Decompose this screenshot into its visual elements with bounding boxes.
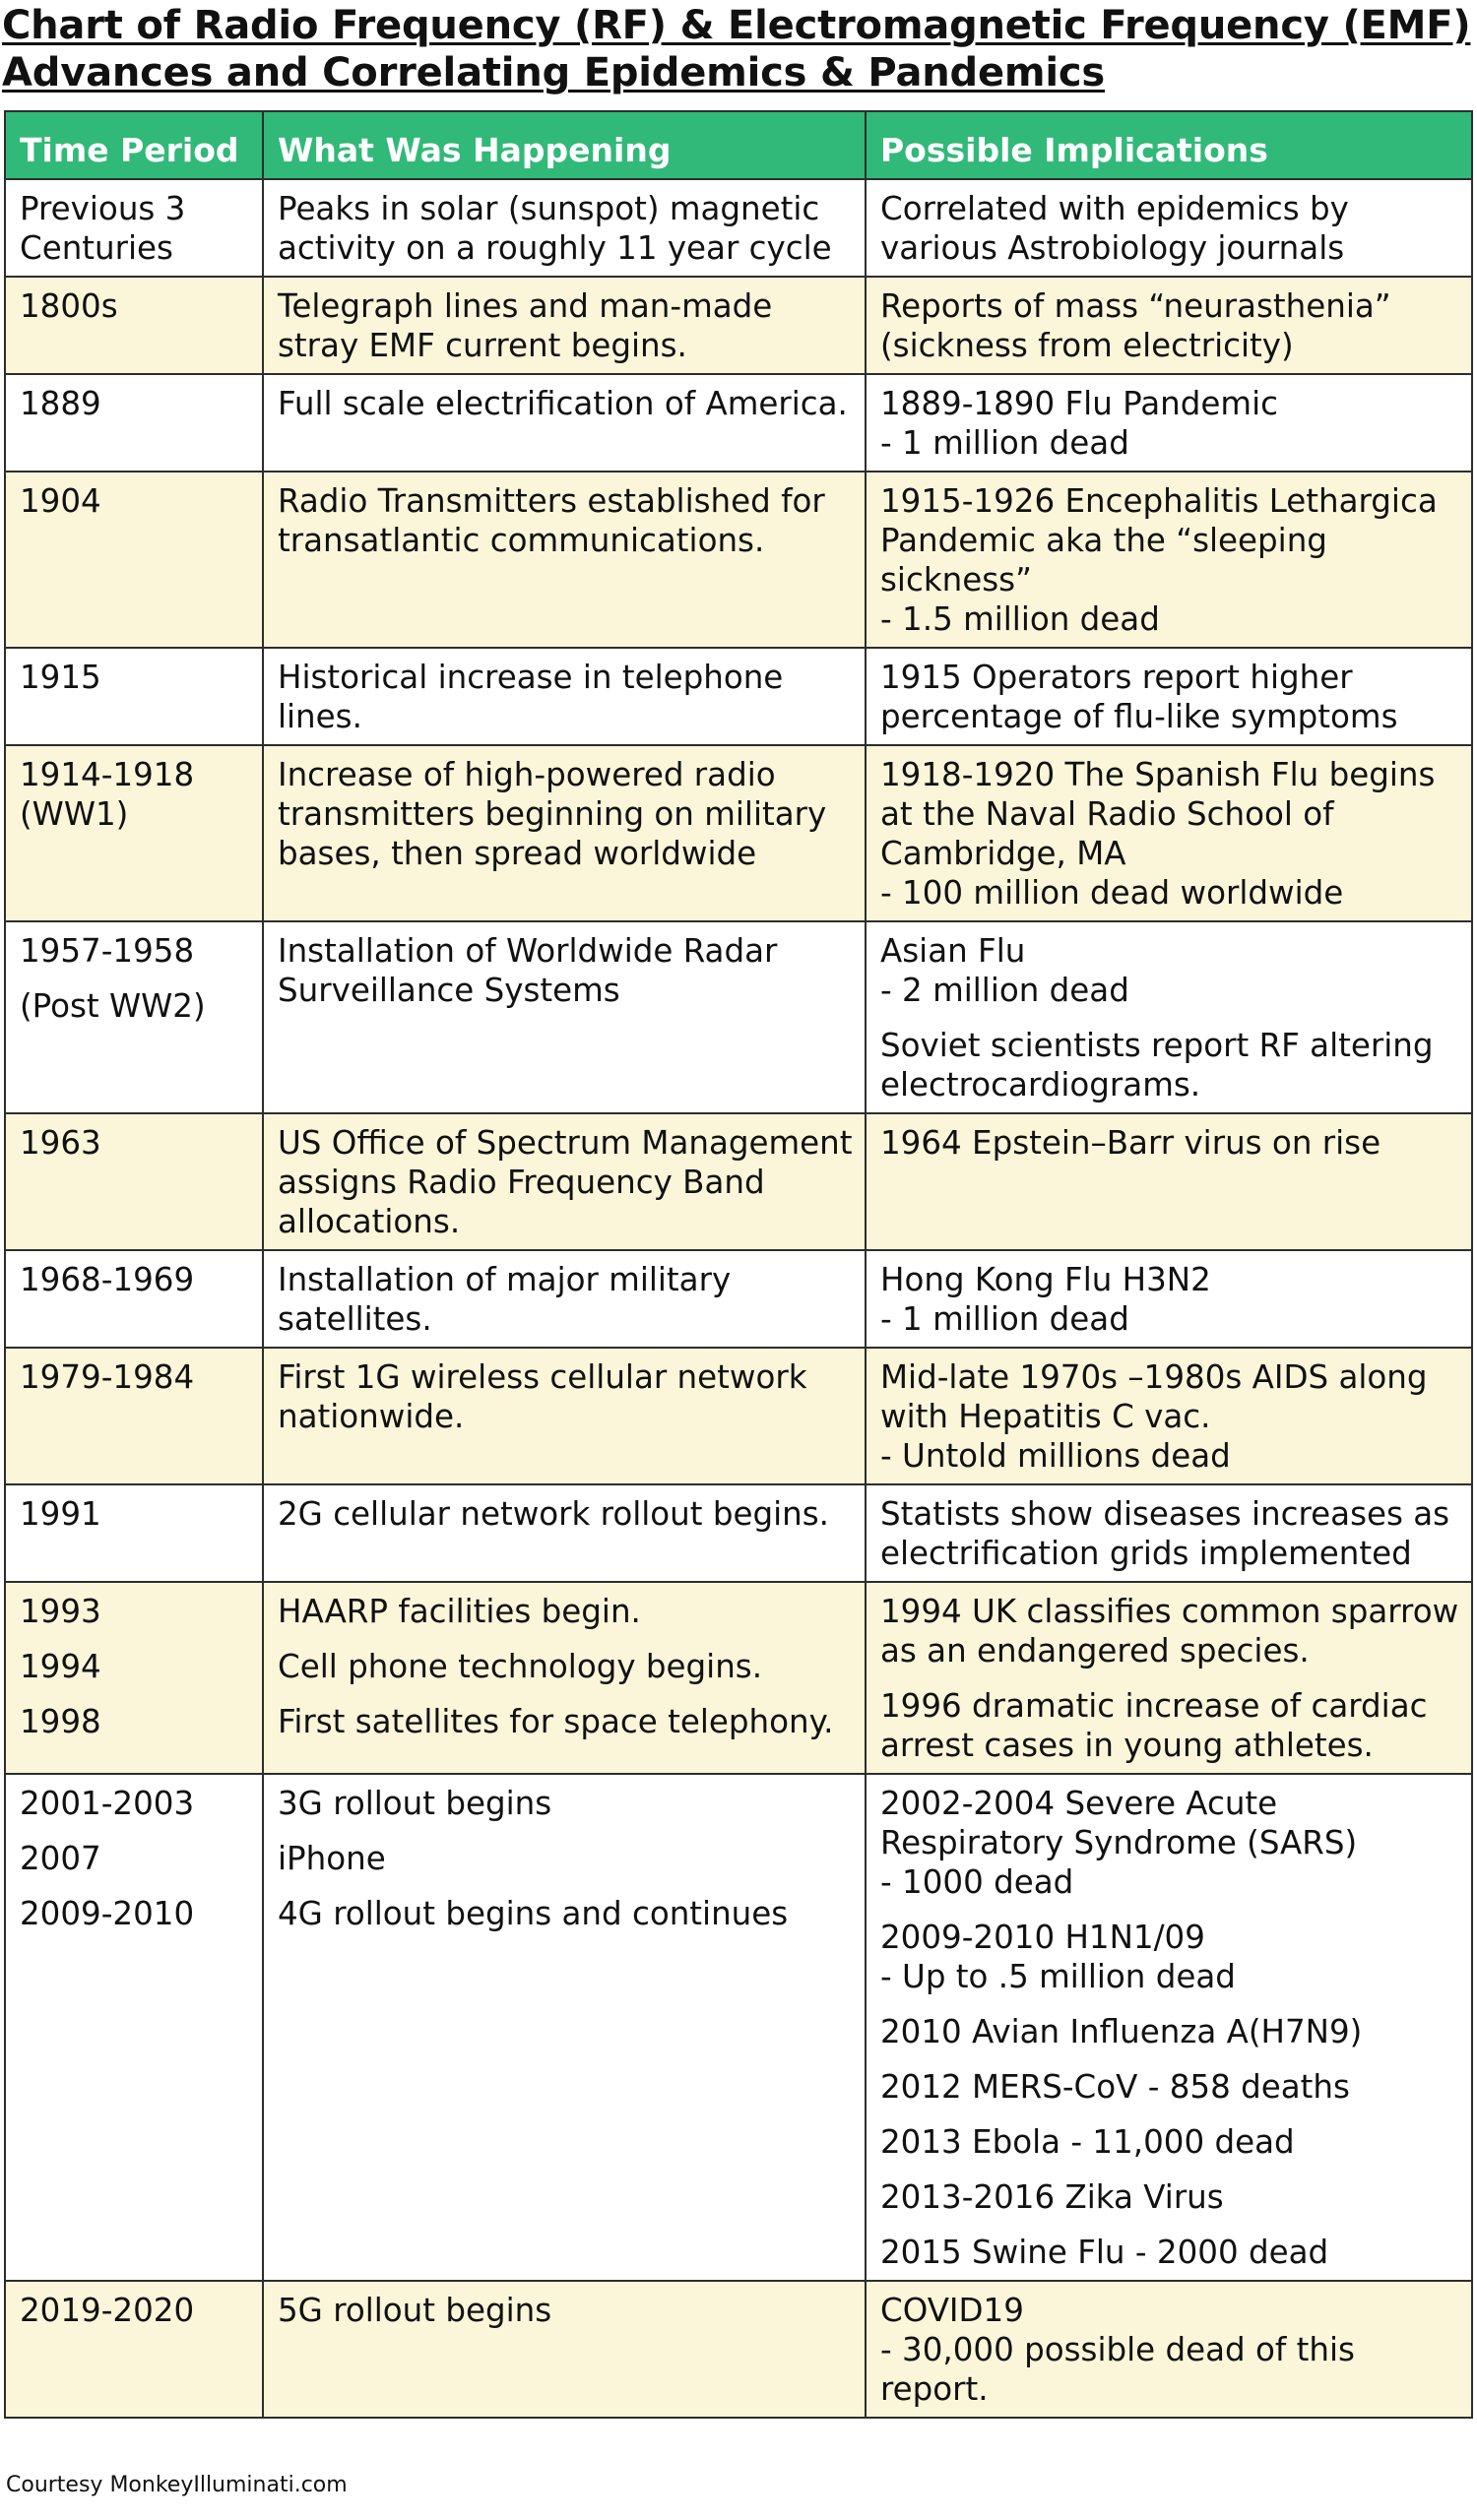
what-was-happening-cell <box>263 277 866 374</box>
cell-entry: Previous 3 Centuries <box>20 190 186 267</box>
cell-entry: US Office of Spectrum Management assigns Radio Frequency Band allocations. <box>278 1124 853 1240</box>
possible-implications-cell <box>866 277 1472 374</box>
table-header-row <box>5 111 1472 179</box>
table-row <box>5 374 1472 472</box>
cell-entry: 1889-1890 Flu Pandemic - 1 million dead <box>880 385 1278 462</box>
cell-entry: 1963 <box>20 1124 101 1162</box>
cell-entry: 1994 UK classifies common sparrow as an endangered species. <box>880 1593 1459 1670</box>
title-line-1: Chart of Radio Frequency (RF) & Electromagnetic Frequency (EMF) <box>2 3 1471 48</box>
what-was-happening-cell <box>263 648 866 745</box>
cell-entry: Correlated with epidemics by various Astrobiology journals <box>880 190 1349 267</box>
cell-entry: 2013 Ebola - 11,000 dead <box>880 2123 1295 2161</box>
cell-entry: First 1G wireless cellular network nationwide. <box>278 1358 807 1435</box>
header-time-period: Time Period <box>5 111 263 179</box>
table-row <box>5 277 1472 374</box>
what-was-happening-cell <box>263 472 866 648</box>
cell-entry: Mid-late 1970s –1980s AIDS along with Hepatitis C vac. - Untold millions dead <box>880 1358 1428 1475</box>
what-was-happening-cell <box>263 374 866 472</box>
cell-entry: 1996 dramatic increase of cardiac arrest cases in young athletes. <box>880 1687 1428 1764</box>
cell-entry: 1991 <box>20 1495 101 1533</box>
cell-entry: Installation of Worldwide Radar Surveillance Systems <box>278 932 778 1009</box>
cell-entry: Installation of major military satellites. <box>278 1261 732 1338</box>
what-was-happening-cell <box>263 1774 866 2281</box>
cell-entry: 1979-1984 <box>20 1358 195 1396</box>
time-period-cell <box>5 1484 263 1582</box>
table-row <box>5 1348 1472 1484</box>
possible-implications-cell <box>866 921 1472 1113</box>
time-period-cell <box>5 277 263 374</box>
cell-entry: 1904 <box>20 482 101 520</box>
table-row <box>5 1774 1472 2281</box>
cell-entry: 1915 Operators report higher percentage of flu-like symptoms <box>880 659 1398 735</box>
time-period-cell <box>5 745 263 921</box>
time-period-cell <box>5 1774 263 2281</box>
table-row <box>5 179 1472 277</box>
time-period-cell <box>5 179 263 277</box>
cell-entry: 2009-2010 <box>20 1895 195 1932</box>
possible-implications-cell <box>866 472 1472 648</box>
cell-entry: 1915 <box>20 659 101 696</box>
cell-entry: 1993 <box>20 1593 101 1630</box>
cell-entry: (Post WW2) <box>20 987 206 1025</box>
cell-entry: 1915-1926 Encephalitis Lethargica Pandemic aka the “sleeping sickness” - 1.5 million dead <box>880 482 1438 638</box>
cell-entry: 1968-1969 <box>20 1261 195 1298</box>
header-possible-implications: Possible Implications <box>866 111 1472 179</box>
possible-implications-cell <box>866 1774 1472 2281</box>
cell-entry: Telegraph lines and man-made stray EMF current begins. <box>278 287 773 364</box>
what-was-happening-cell <box>263 745 866 921</box>
cell-entry: 2001-2003 <box>20 1785 195 1822</box>
what-was-happening-cell <box>263 1582 866 1774</box>
cell-entry: 1998 <box>20 1703 101 1740</box>
timeline-table-container <box>4 110 1471 2419</box>
cell-entry: iPhone <box>278 1840 386 1877</box>
cell-entry: Hong Kong Flu H3N2 - 1 million dead <box>880 1261 1211 1338</box>
possible-implications-cell <box>866 179 1472 277</box>
cell-entry: 2G cellular network rollout begins. <box>278 1495 829 1533</box>
cell-entry: 3G rollout begins <box>278 1785 552 1822</box>
courtesy-footer: Courtesy MonkeyIlluminati.com <box>6 2473 348 2497</box>
cell-entry: 1957-1958 <box>20 932 195 970</box>
cell-entry: 2015 Swine Flu - 2000 dead <box>880 2234 1329 2271</box>
cell-entry: COVID19 - 30,000 possible dead of this report. <box>880 2292 1355 2408</box>
cell-entry: 4G rollout begins and continues <box>278 1895 789 1932</box>
table-row <box>5 2281 1472 2418</box>
header-what-was-happening: What Was Happening <box>263 111 866 179</box>
cell-entry: Cell phone technology begins. <box>278 1648 763 1685</box>
cell-entry: Reports of mass “neurasthenia” (sickness from electricity) <box>880 287 1391 364</box>
cell-entry: 1994 <box>20 1648 101 1685</box>
title-line-2: Advances and Correlating Epidemics & Pandemics <box>2 50 1105 95</box>
possible-implications-cell <box>866 374 1472 472</box>
cell-entry: Statists show diseases increases as electrification grids implemented <box>880 1495 1450 1572</box>
what-was-happening-cell <box>263 179 866 277</box>
possible-implications-cell <box>866 745 1472 921</box>
time-period-cell <box>5 921 263 1113</box>
what-was-happening-cell <box>263 1113 866 1250</box>
table-row <box>5 1250 1472 1348</box>
table-body <box>5 179 1472 2418</box>
cell-entry: Full scale electrification of America. <box>278 385 848 422</box>
cell-entry: 1889 <box>20 385 101 422</box>
what-was-happening-cell <box>263 2281 866 2418</box>
table-row <box>5 1582 1472 1774</box>
time-period-cell <box>5 374 263 472</box>
cell-entry: 2013-2016 Zika Virus <box>880 2178 1224 2216</box>
possible-implications-cell <box>866 1250 1472 1348</box>
time-period-cell <box>5 2281 263 2418</box>
possible-implications-cell <box>866 1348 1472 1484</box>
cell-entry: 2009-2010 H1N1/09 - Up to .5 million dead <box>880 1919 1236 1995</box>
cell-entry: Historical increase in telephone lines. <box>278 659 784 735</box>
cell-entry: 2012 MERS-CoV - 858 deaths <box>880 2068 1350 2106</box>
cell-entry: 2002-2004 Severe Acute Respiratory Syndrome (SARS) - 1000 dead <box>880 1785 1358 1901</box>
cell-entry: First satellites for space telephony. <box>278 1703 834 1740</box>
possible-implications-cell <box>866 1113 1472 1250</box>
cell-entry: Soviet scientists report RF altering electrocardiograms. <box>880 1027 1434 1103</box>
cell-entry: 1918-1920 The Spanish Flu begins at the Naval Radio School of Cambridge, MA - 100 million dead worldwide <box>880 756 1436 912</box>
cell-entry: 2019-2020 <box>20 2292 195 2329</box>
what-was-happening-cell <box>263 921 866 1113</box>
table-row <box>5 1113 1472 1250</box>
cell-entry: Peaks in solar (sunspot) magnetic activity on a roughly 11 year cycle <box>278 190 832 267</box>
possible-implications-cell <box>866 1582 1472 1774</box>
cell-entry: Increase of high-powered radio transmitters beginning on military bases, then spread worldwide <box>278 756 827 872</box>
what-was-happening-cell <box>263 1348 866 1484</box>
possible-implications-cell <box>866 1484 1472 1582</box>
table-row <box>5 745 1472 921</box>
what-was-happening-cell <box>263 1484 866 1582</box>
time-period-cell <box>5 1348 263 1484</box>
possible-implications-cell <box>866 2281 1472 2418</box>
cell-entry: 2007 <box>20 1840 101 1877</box>
timeline-table <box>4 110 1473 2419</box>
time-period-cell <box>5 1582 263 1774</box>
possible-implications-cell <box>866 648 1472 745</box>
time-period-cell <box>5 472 263 648</box>
table-row <box>5 648 1472 745</box>
cell-entry: 2010 Avian Influenza A(H7N9) <box>880 2013 1363 2050</box>
cell-entry: 1964 Epstein–Barr virus on rise <box>880 1124 1381 1162</box>
page-title <box>2 2 1475 96</box>
cell-entry: 1914-1918 (WW1) <box>20 756 195 833</box>
cell-entry: Asian Flu - 2 million dead <box>880 932 1129 1009</box>
time-period-cell <box>5 648 263 745</box>
table-row <box>5 472 1472 648</box>
time-period-cell <box>5 1250 263 1348</box>
cell-entry: HAARP facilities begin. <box>278 1593 641 1630</box>
cell-entry: 1800s <box>20 287 118 325</box>
what-was-happening-cell <box>263 1250 866 1348</box>
cell-entry: Radio Transmitters established for transatlantic communications. <box>278 482 825 559</box>
table-row <box>5 921 1472 1113</box>
time-period-cell <box>5 1113 263 1250</box>
cell-entry: 5G rollout begins <box>278 2292 552 2329</box>
table-row <box>5 1484 1472 1582</box>
